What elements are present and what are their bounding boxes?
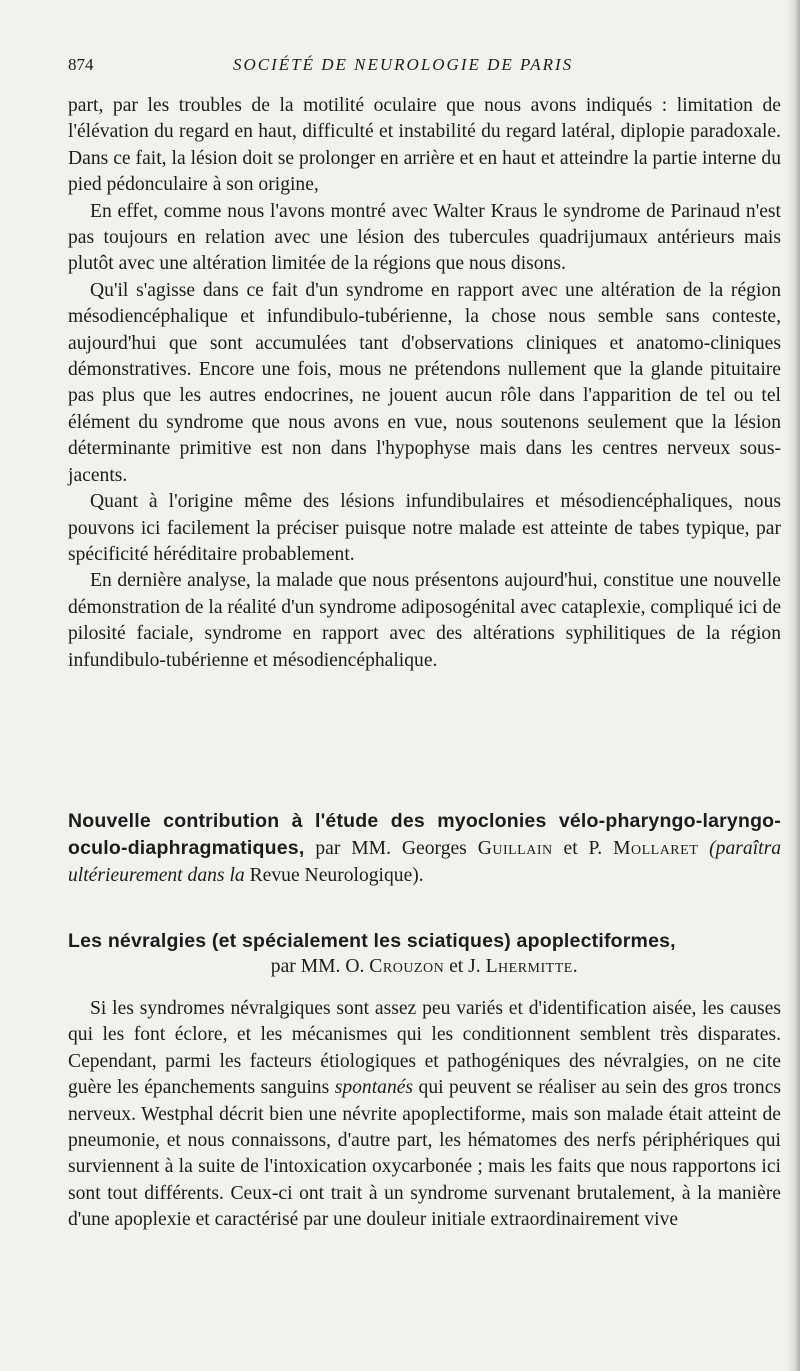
paragraph: part, par les troubles de la motilité oculaire que nous avons indiqués : limitation de l'élévation du regard en haut, difficulté et instabilité du regard latéral, diplopie paradoxale. Dans ce fait, la lésion doit se prolonger en arrière et en haut et atteindre la partie interne du pied pédonculaire à son origine, — [68, 95, 781, 196]
emphasis: spontanés — [334, 1077, 414, 1099]
communication-nevralgies — [68, 928, 781, 981]
continuation-text — [68, 93, 781, 674]
section-par: par MM. O. — [270, 956, 365, 978]
paragraph: En dernière analyse, la malade que nous présentons aujourd'hui, constitue une nouvelle démonstration de la réalité d'un syndrome adiposogénital avec cataplexie, compliqué ici de pilosité faciale, syndrome en rapport avec des altérations syphilitiques de la région infundibulo-tubérienne et mésodiencéphalique. — [68, 570, 782, 671]
body-text: Si les syndromes névralgiques sont assez peu variés et d'identification aisée, les causes qui les font éclore, et les mécanismes qui les conditionnent semblent très disparates. Cependant, parmi les facteurs étiologiques et pathogéniques des névralgies, on ne cite guère les épanchements sanguins — [68, 998, 781, 1099]
publication-note: (paraîtra ultérieurement dans la — [68, 838, 782, 886]
section-et: et P. — [563, 838, 603, 860]
page-number: 874 — [68, 55, 94, 74]
section-title: Les névralgies (et spécialement les sciatiques) apoplectiformes, — [68, 930, 676, 952]
author-name: Crouzon — [369, 956, 445, 978]
communication-myoclonies — [68, 808, 781, 889]
running-title: SOCIÉTÉ DE NEUROLOGIE DE PARIS — [233, 55, 574, 74]
section-body — [68, 996, 781, 1234]
paragraph: En effet, comme nous l'avons montré avec Walter Kraus le syndrome de Parinaud n'est pas toujours en relation avec une lésion des tubercules quadrijumaux antérieurs mais plutôt avec une altération limitée de la régions que nous disons. — [68, 200, 781, 275]
paragraph — [68, 996, 781, 1234]
paragraph: Quant à l'origine même des lésions infundibulaires et mésodiencéphaliques, nous pouvons ici facilement la préciser puisque notre malade est atteinte de tabes typique, par spécificité héréditaire probablement. — [68, 491, 781, 565]
running-header — [68, 55, 788, 81]
page-edge-shadow — [786, 0, 800, 1371]
author-name: Lhermitte. — [485, 956, 579, 978]
section-authors — [68, 954, 781, 980]
section-et: et J. — [449, 956, 481, 978]
author-name: Mollaret — [613, 838, 699, 860]
journal-name: Revue Neurologique). — [249, 864, 424, 886]
section-par: par MM. Georges — [315, 838, 467, 860]
section-heading — [68, 808, 781, 889]
paragraph: Qu'il s'agisse dans ce fait d'un syndrome en rapport avec une altération de la région mésodiencéphalique et infundibulo-tubérienne, la chose nous semble sans conteste, aujourd'hui que sont accumulées tant d'observations cliniques et anatomo-cliniques démonstratives. Encore une fois, mous ne prétendons nullement que la glande pituitaire pas plus que les autres endocrines, ne jouent aucun rôle dans l'apparition de tel ou tel élément du syndrome que nous avons en vue, nous soutenons seulement que la lésion déterminante primitive est non dans l'hypophyse mais dans les centres nerveux sous-jacents. — [68, 279, 781, 486]
section-title: Nouvelle contribution à l'étude des myoclonies vélo-pharyngo-laryngo-oculo-diaphragmatiques, — [68, 810, 781, 860]
body-text: qui peuvent se réaliser au sein des gros troncs nerveux. Westphal décrit bien une névrite apoplectiforme, mais son malade était atteint de pneumonie, et nous connaissons, d'autre part, les hématomes des nerfs périphériques qui surviennent à la suite de l'intoxication oxycarbonée ; mais les faits que nous rapportons ici sont tout différents. Ceux-ci ont trait à un syndrome survenant brutalement, à la manière d'une apoplexie et caractérisé par une douleur initiale extraordinairement vive — [68, 1077, 782, 1231]
author-name: Guillain — [477, 838, 553, 860]
